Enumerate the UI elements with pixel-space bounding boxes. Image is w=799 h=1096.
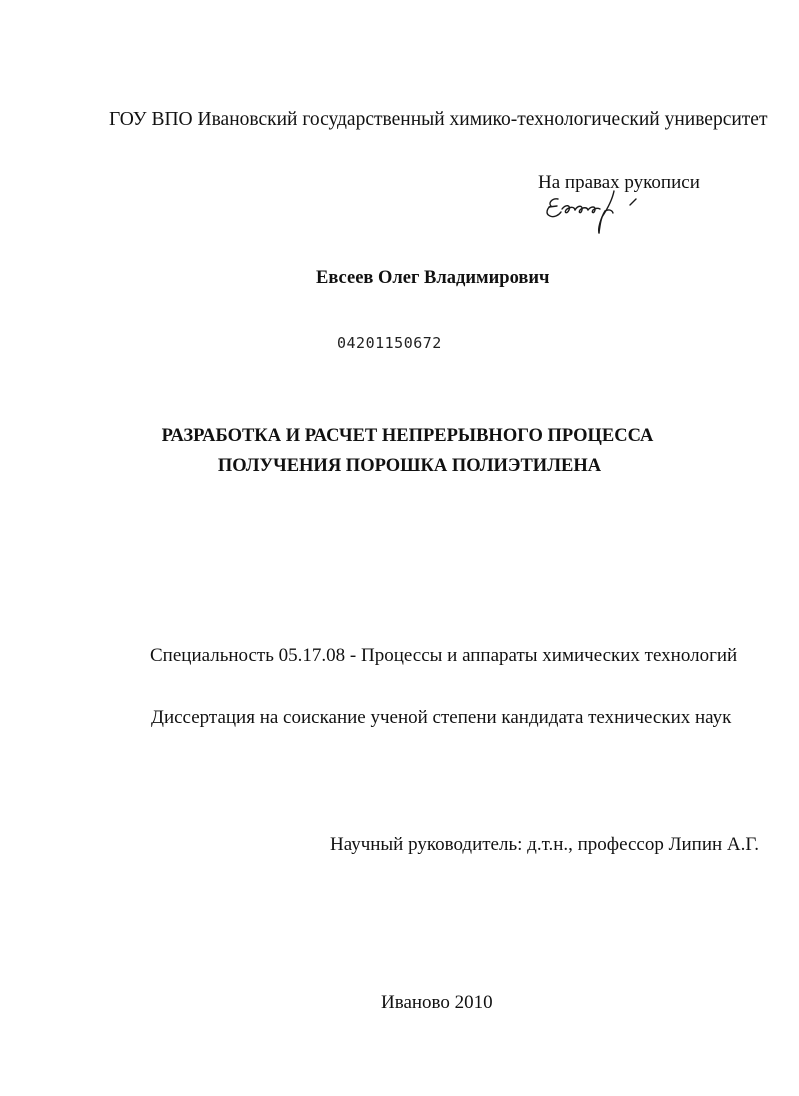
degree-description: Диссертация на соискание ученой степени кандидата технических наук: [151, 707, 732, 728]
university-name: ГОУ ВПО Ивановский государственный химико-технологический университет: [109, 109, 768, 130]
signature-icon: [542, 189, 652, 235]
catalog-number: 04201150672: [337, 334, 442, 352]
city-and-year: Иваново 2010: [381, 992, 493, 1013]
dissertation-title-line-1: РАЗРАБОТКА И РАСЧЕТ НЕПРЕРЫВНОГО ПРОЦЕССА: [161, 426, 654, 446]
manuscript-rights-note: На правах рукописи: [538, 172, 700, 193]
dissertation-title-line-2: ПОЛУЧЕНИЯ ПОРОШКА ПОЛИЭТИЛЕНА: [217, 456, 602, 476]
author-name: Евсеев Олег Владимирович: [316, 268, 550, 288]
speciality-line: Специальность 05.17.08 - Процессы и аппараты химических технологий: [150, 645, 738, 666]
scientific-supervisor: Научный руководитель: д.т.н., профессор Липин А.Г.: [330, 834, 759, 855]
